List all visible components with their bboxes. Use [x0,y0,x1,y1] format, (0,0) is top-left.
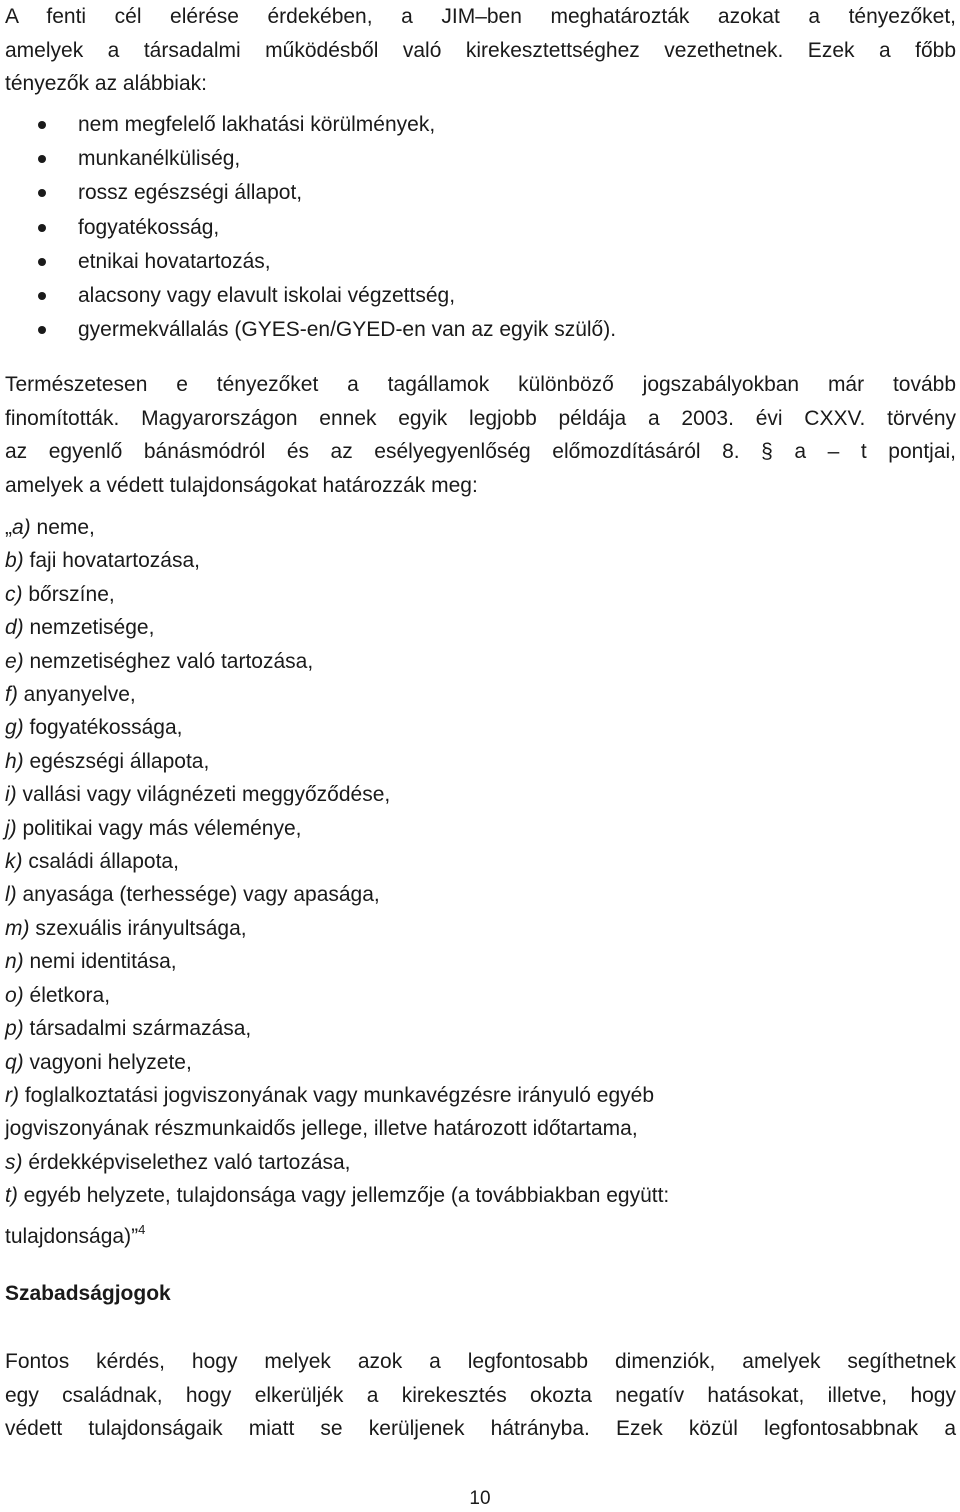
protected-properties-list [5,511,956,1253]
property-text: neme, [30,516,95,539]
factor-text: alacsony vagy elavult iskolai végzettség, [78,284,456,308]
property-text: nemi identitása, [23,950,177,974]
property-letter: b) [5,549,24,573]
property-text: jogviszonyának részmunkaidős jellege, illetve határozott időtartama, [5,1117,638,1141]
property-letter: q) [5,1050,24,1074]
property-item [5,1046,956,1079]
property-text: nemzetiséghez való tartozása, [23,649,314,673]
intro-paragraph [5,0,956,101]
property-letter: m) [5,916,30,940]
property-letter: e) [5,649,24,673]
property-item [5,845,956,878]
property-text: nemzetisége, [23,616,155,640]
property-letter: l) [5,883,17,907]
property-text: politikai vagy más véleménye, [16,816,302,840]
property-item [5,1179,956,1212]
property-item-continuation [5,1112,956,1145]
section-heading: Szabadságjogok [5,1282,171,1305]
property-item [5,878,956,911]
bullet-icon [38,121,46,129]
property-item [5,945,956,978]
property-letter: r) [5,1083,19,1107]
closing-paragraph [5,1345,956,1446]
factor-text: etnikai hovatartozás, [78,249,271,273]
page-number: 10 [469,1488,491,1509]
property-item [5,1146,956,1179]
bullet-icon [38,224,46,232]
property-item [5,1012,956,1045]
factor-text: nem megfelelő lakhatási körülmények, [78,113,436,136]
property-item [5,611,956,644]
property-item [5,979,956,1012]
property-item [5,1079,956,1112]
factor-text: fogyatékosság, [78,215,220,239]
legal-paragraph-line: amelyek a védett tulajdonságokat határozzák meg: [5,473,478,497]
property-item [5,711,956,744]
property-letter: p) [5,1017,24,1041]
property-letter: t) [5,1184,18,1208]
factor-text: rossz egészségi állapot, [78,181,303,205]
factor-item [5,108,956,142]
factor-item [5,176,956,210]
property-text: vallási vagy világnézeti meggyőződése, [16,783,391,807]
property-item-continuation [5,1213,956,1253]
property-text: vagyoni helyzete, [23,1050,192,1074]
property-letter: g) [5,716,24,740]
intro-line: A fenti cél elérése érdekében, a JIM–ben meghatározták azokat a tényezőket, [5,5,956,28]
property-text: tulajdonsága)” [5,1224,139,1248]
closing-paragraph-line: védett tulajdonságaik miatt se kerüljenek hátrányba. Ezek közül legfontosabbnak a [5,1417,956,1440]
property-item [5,645,956,678]
factor-item [5,142,956,176]
factor-item [5,245,956,279]
factor-text: gyermekvállalás (GYES-en/GYED-en van az egyik szülő). [78,318,617,342]
property-text: anyasága (terhessége) vagy apasága, [16,883,380,907]
property-text: egyéb helyzete, tulajdonsága vagy jellemzője (a továbbiakban együtt: [17,1184,670,1208]
property-text: faji hovatartozása, [23,549,200,573]
property-letter: d) [5,616,24,640]
factor-item [5,211,956,245]
footnote-reference[interactable]: 4 [138,1221,146,1237]
closing-paragraph-line: Fontos kérdés, hogy melyek azok a legfontosabb dimenziók, amelyek segíthetnek [5,1350,956,1373]
property-letter: j) [5,816,17,840]
factor-list [5,108,956,347]
property-letter: c) [5,582,23,606]
legal-paragraph-line: az egyenlő bánásmódról és az esélyegyenlőség előmozdításáról 8. § a – t pontjai, [5,440,956,463]
property-text: bőrszíne, [22,582,115,606]
property-item [5,912,956,945]
property-letter: s) [5,1150,23,1174]
property-item [5,812,956,845]
legal-paragraph-line: Természetesen e tényezőket a tagállamok különböző jogszabályokban már tovább [5,373,956,396]
property-letter: o) [5,983,24,1007]
opening-quote: „ [5,516,12,539]
intro-line: tényezők az alábbiak: [5,72,207,95]
bullet-icon [38,292,46,300]
property-item [5,544,956,577]
property-text: családi állapota, [22,850,179,874]
property-text: életkora, [23,983,111,1007]
property-text: egészségi állapota, [23,749,210,773]
property-text: fogyatékossága, [23,716,183,740]
intro-line: amelyek a társadalmi működésből való kirekesztettséghez vezethetnek. Ezek a főbb [5,38,956,62]
property-item [5,578,956,611]
property-item [5,511,956,544]
legal-paragraph-line: finomították. Magyarországon ennek egyik legjobb példája a 2003. évi CXXV. törvény [5,406,956,430]
bullet-icon [38,155,46,163]
property-text: foglalkoztatási jogviszonyának vagy munkavégzésre irányuló egyéb [19,1083,655,1107]
property-item [5,678,956,711]
property-letter: n) [5,950,24,974]
closing-paragraph-line: egy családnak, hogy elkerüljék a kirekesztés okozta negatív hatásokat, illetve, hogy [5,1383,956,1407]
property-item [5,778,956,811]
legal-paragraph [5,368,956,502]
property-item [5,745,956,778]
property-text: szexuális irányultsága, [29,916,247,940]
property-text: anyanyelve, [17,683,136,707]
property-letter: a) [12,516,31,539]
property-text: társadalmi származása, [23,1017,252,1041]
property-letter: h) [5,749,24,773]
bullet-icon [38,326,46,334]
factor-text: munkanélküliség, [78,147,241,171]
factor-item [5,279,956,313]
property-letter: k) [5,850,23,874]
property-letter: f) [5,683,18,707]
bullet-icon [38,258,46,266]
property-letter: i) [5,783,17,807]
bullet-icon [38,189,46,197]
factor-item [5,313,956,347]
property-text: érdekképviselethez való tartozása, [22,1150,351,1174]
